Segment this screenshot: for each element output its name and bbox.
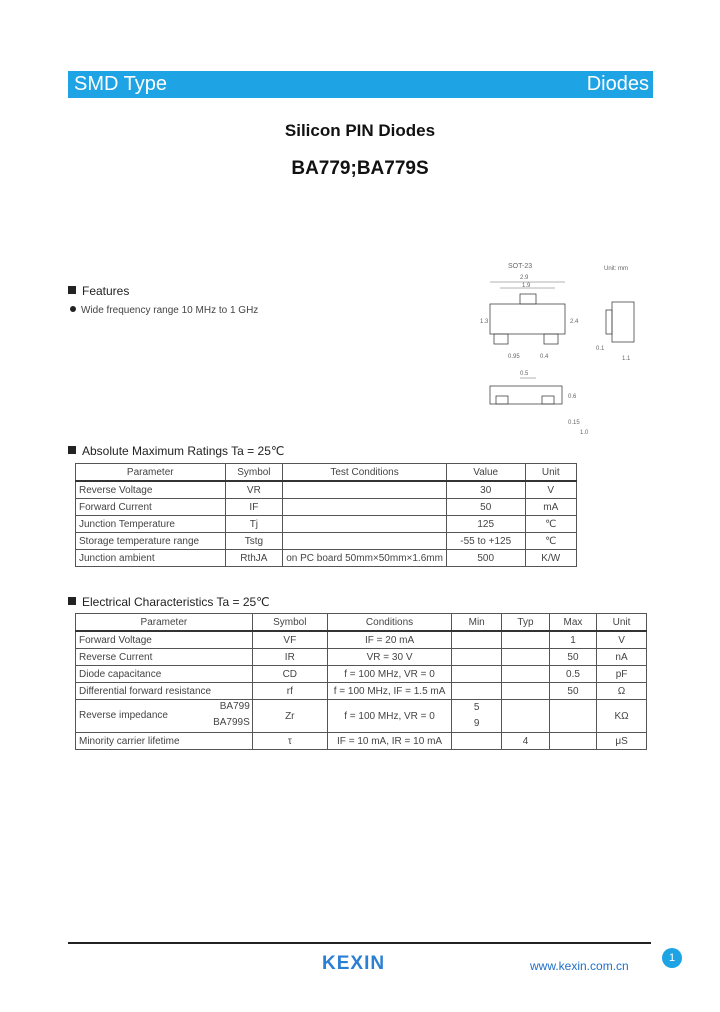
param-cell: Forward Voltage [76,631,253,649]
symbol-cell: Tstg [225,533,283,550]
package-outline-svg [480,258,650,440]
elec-heading-text: Electrical Characteristics Ta = 25℃ [82,595,270,609]
param-cell: Storage temperature range [76,533,226,550]
document-title: Silicon PIN Diodes [284,121,436,140]
max-cell: 1 [549,631,596,649]
max-cell: 50 [549,649,596,666]
footer-divider [68,942,651,944]
package-drawing [480,258,650,440]
dim-label: 1.3 [480,319,489,325]
typ-cell [502,649,550,666]
symbol-cell: RthJA [225,550,283,567]
column-header: Value [446,464,525,482]
condition-cell: f = 100 MHz, VR = 0 [327,700,452,733]
header-category: SMD Type [74,73,167,95]
max-cell [549,700,596,733]
column-header: Min [452,614,502,632]
param-cell: Diode capacitance [76,666,253,683]
typ-cell [502,666,550,683]
table-row [76,683,647,700]
unit-cell: KΩ [597,700,647,733]
symbol-cell: IF [225,499,283,516]
condition-cell: f = 100 MHz, VR = 0 [327,666,452,683]
column-header: Symbol [252,614,327,632]
dim-label: 0.1 [596,346,605,352]
column-header: Typ [502,614,550,632]
column-header: Max [549,614,596,632]
dim-label: 0.5 [520,371,529,377]
header-product-type: Diodes [586,73,649,95]
table-row [76,666,647,683]
value-cell: 50 [446,499,525,516]
table-row [76,631,647,649]
max-cell: 50 [549,683,596,700]
elec-table [75,613,647,750]
feature-item-text: Wide frequency range 10 MHz to 1 GHz [81,305,259,316]
unit-cell: ℃ [525,516,577,533]
dim-label: 2.4 [570,319,579,325]
symbol-cell: VF [252,631,327,649]
symbol-cell: IR [252,649,327,666]
page-number: 1 [662,948,682,968]
dim-label: 0.4 [540,354,549,360]
table-row [76,550,577,567]
unit-cell: Ω [597,683,647,700]
condition-cell [283,516,447,533]
max-cell [549,733,596,750]
symbol-cell: CD [252,666,327,683]
param-cell: Junction Temperature [76,516,226,533]
min-cell [452,631,502,649]
abs-max-table [75,463,577,567]
column-header: Symbol [225,464,283,482]
typ-cell [502,631,550,649]
condition-cell [283,481,447,499]
table-row [76,499,577,516]
table-row [76,533,577,550]
feature-item [70,305,258,316]
unit-cell: nA [597,649,647,666]
param-cell: Reverse Voltage [76,481,226,499]
condition-cell [283,499,447,516]
impedance-variant-label: BA799 [219,701,250,712]
table-row [76,700,647,733]
condition-cell: on PC board 50mm×50mm×1.6mm [283,550,447,567]
unit-cell: pF [597,666,647,683]
typ-cell [502,683,550,700]
column-header: Unit [525,464,577,482]
value-cell: 125 [446,516,525,533]
symbol-cell: Tj [225,516,283,533]
column-header: Test Conditions [283,464,447,482]
features-heading-text: Features [82,284,130,298]
min-cell [452,733,502,750]
column-header: Conditions [327,614,452,632]
value-cell: 30 [446,481,525,499]
condition-cell [283,533,447,550]
part-number-title: BA779;BA779S [291,158,429,179]
param-cell: Minority carrier lifetime [76,733,253,750]
param-cell: Differential forward resistance [76,683,253,700]
table-header-row [76,464,577,482]
dim-label: 0.6 [568,394,577,400]
unit-cell: μS [597,733,647,750]
table-row [76,649,647,666]
param-cell [76,700,253,733]
column-header: Parameter [76,464,226,482]
value-cell: 500 [446,550,525,567]
kexin-logo: KEXIN [322,953,386,974]
unit-cell: K/W [525,550,577,567]
condition-cell: VR = 30 V [327,649,452,666]
abs-max-heading [68,444,284,458]
column-header: Unit [597,614,647,632]
unit-cell: mA [525,499,577,516]
min-cell [452,666,502,683]
typ-cell: 4 [502,733,550,750]
abs-max-heading-text: Absolute Maximum Ratings Ta = 25℃ [82,444,285,458]
condition-cell: IF = 10 mA, IR = 10 mA [327,733,452,750]
table-row [76,516,577,533]
max-cell: 0.5 [549,666,596,683]
condition-cell: f = 100 MHz, IF = 1.5 mA [327,683,452,700]
min-value: 9 [473,718,480,729]
column-header: Parameter [76,614,253,632]
unit-cell: V [597,631,647,649]
min-cell [452,700,502,733]
table-header-row [76,614,647,632]
website-link[interactable]: www.kexin.com.cn [530,959,629,973]
dim-label: 0.95 [508,354,520,360]
table-row [76,733,647,750]
condition-cell: IF = 20 mA [327,631,452,649]
dim-label: 0.15 [568,420,580,426]
bullet-icon [70,306,76,312]
elec-heading [68,595,270,609]
impedance-param-label: Reverse impedance [79,710,168,721]
param-cell: Reverse Current [76,649,253,666]
min-cell [452,649,502,666]
package-unit-note: Unit: mm [604,266,628,272]
symbol-cell: τ [252,733,327,750]
dim-label: 1.9 [522,283,531,289]
unit-cell: V [525,481,577,499]
package-name: SOT-23 [508,263,533,270]
section-marker-icon [68,597,76,605]
param-cell: Forward Current [76,499,226,516]
param-cell: Junction ambient [76,550,226,567]
unit-cell: ℃ [525,533,577,550]
impedance-variant-label: BA799S [213,717,250,728]
symbol-cell: Zr [252,700,327,733]
symbol-cell: VR [225,481,283,499]
min-value: 5 [473,702,480,713]
section-marker-icon [68,446,76,454]
dim-label: 1.1 [622,356,631,362]
dim-label: 1.0 [580,430,589,436]
value-cell: -55 to +125 [446,533,525,550]
symbol-cell: rf [252,683,327,700]
typ-cell [502,700,550,733]
dim-label: 2.9 [520,275,529,281]
header-band [68,71,653,98]
section-marker-icon [68,286,76,294]
min-cell [452,683,502,700]
features-heading [68,284,129,298]
table-row [76,481,577,499]
